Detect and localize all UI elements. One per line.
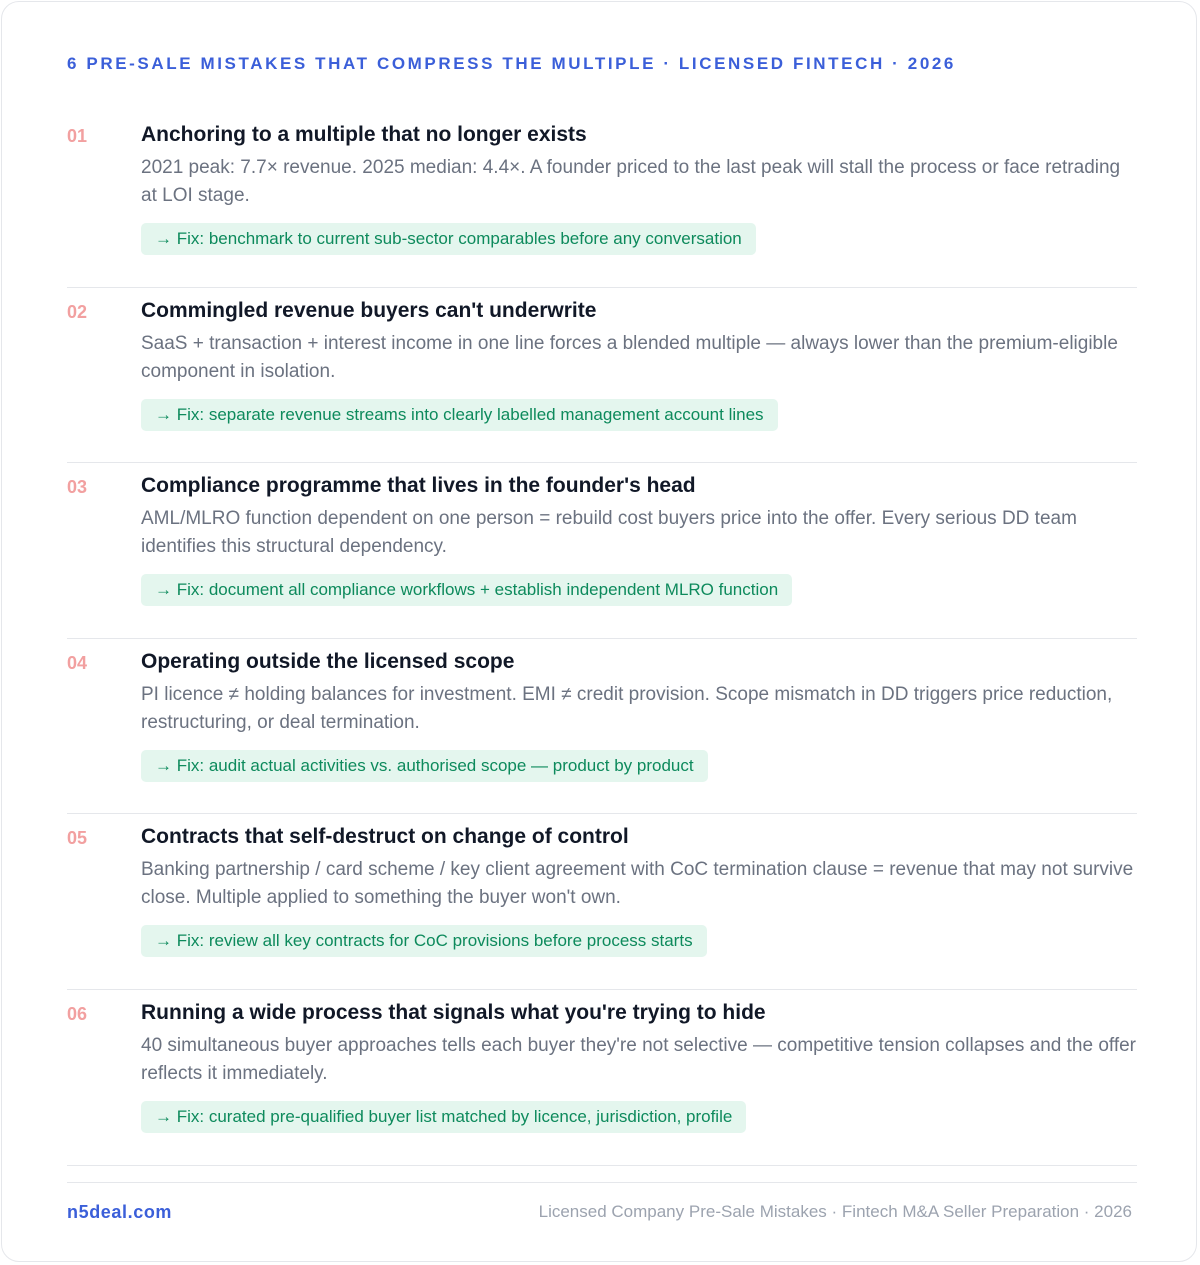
item-title: Compliance programme that lives in the founder's head	[141, 474, 696, 498]
item-number: 02	[67, 301, 88, 322]
infographic-card	[1, 1, 1197, 1262]
item-number: 03	[67, 477, 88, 498]
list-item	[67, 463, 1137, 639]
fix-badge: → Fix: separate revenue streams into clearly labelled management account lines	[141, 399, 778, 431]
item-description: 2021 peak: 7.7× revenue. 2025 median: 4.4×. A founder priced to the last peak will stall the process or face retrading at LOI stage.	[141, 157, 1121, 206]
list-item	[67, 288, 1137, 464]
fix-badge: → Fix: document all compliance workflows + establish independent MLRO function	[141, 574, 792, 606]
item-number: 01	[67, 126, 88, 146]
item-description: Banking partnership / card scheme / key client agreement with CoC termination clause = revenue that may not survive close. Multiple applied to something the buyer won't own.	[141, 859, 1134, 909]
list-item	[67, 990, 1137, 1166]
mistakes-list	[67, 112, 1137, 1166]
item-number: 04	[67, 652, 88, 673]
page-title: 6 PRE-SALE MISTAKES THAT COMPRESS THE MULTIPLE · LICENSED FINTECH · 2026	[67, 54, 956, 73]
fix-badge: → Fix: curated pre-qualified buyer list matched by licence, jurisdiction, profile	[141, 1101, 746, 1133]
item-description: SaaS + transaction + interest income in one line forces a blended multiple — always lower than the premium-eligible component in isolation.	[141, 332, 1118, 382]
item-title: Operating outside the licensed scope	[141, 649, 515, 673]
item-description: AML/MLRO function dependent on one person = rebuild cost buyers price into the offer. Every serious DD team identifies this structural dependency.	[141, 508, 1077, 558]
footer-divider	[67, 1182, 1137, 1183]
item-description: PI licence ≠ holding balances for investment. EMI ≠ credit provision. Scope mismatch in DD triggers price reduction, restructuring, or deal termination.	[141, 683, 1113, 733]
list-item	[67, 814, 1137, 990]
fix-badge: → Fix: benchmark to current sub-sector comparables before any conversation	[141, 223, 756, 255]
footer-brand-link[interactable]: n5deal.com	[67, 1202, 173, 1222]
footer-note: Licensed Company Pre-Sale Mistakes · Fintech M&A Seller Preparation · 2026	[538, 1202, 1132, 1221]
item-description: 40 simultaneous buyer approaches tells each buyer they're not selective — competitive tension collapses and the offer reflects it immediately.	[141, 1034, 1137, 1084]
item-number: 06	[67, 1003, 88, 1024]
list-item	[67, 112, 1137, 288]
item-title: Running a wide process that signals what you're trying to hide	[141, 1000, 766, 1024]
item-title: Commingled revenue buyers can't underwrite	[141, 298, 597, 322]
item-number: 05	[67, 828, 88, 849]
fix-badge: → Fix: audit actual activities vs. authorised scope — product by product	[141, 750, 708, 782]
fix-badge: → Fix: review all key contracts for CoC provisions before process starts	[141, 925, 707, 957]
list-item	[67, 639, 1137, 815]
item-title: Contracts that self-destruct on change of control	[141, 825, 629, 849]
item-title: Anchoring to a multiple that no longer exists	[141, 123, 587, 146]
